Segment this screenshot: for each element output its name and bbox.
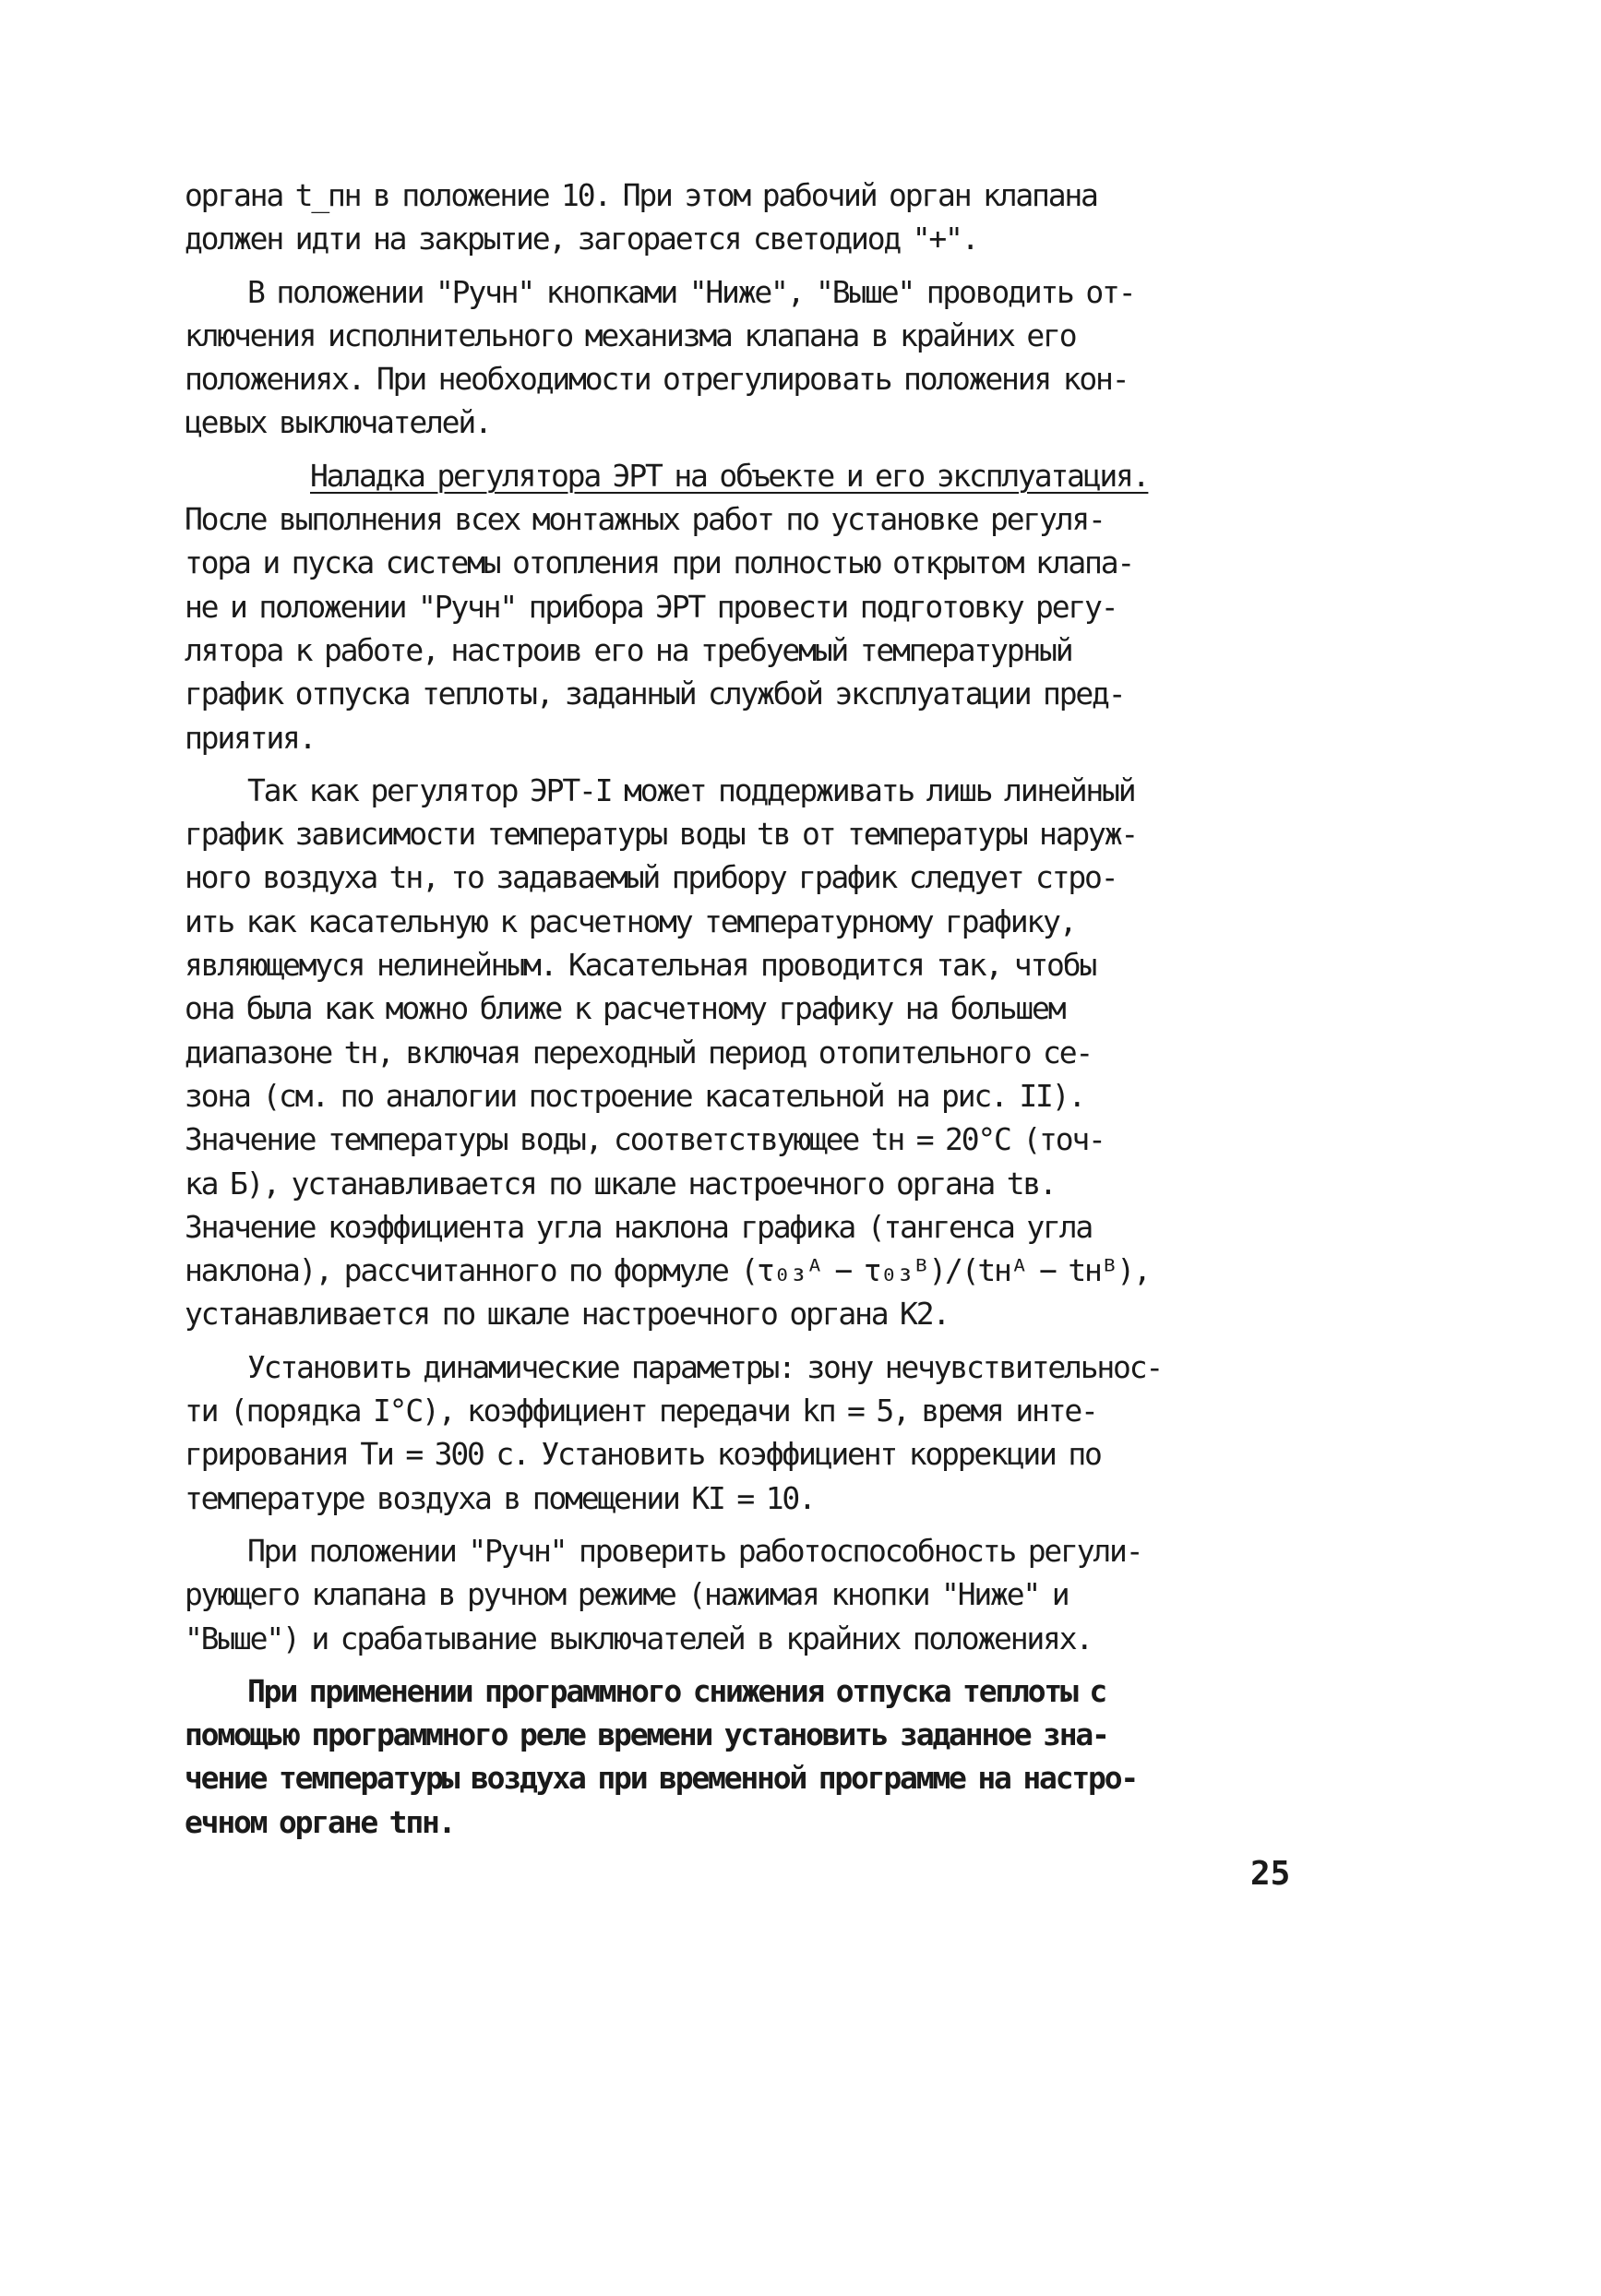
paragraph-program-reduction: [185, 1669, 1347, 1844]
paragraph-dynamic-params: [185, 1345, 1347, 1520]
text-line: ить как касательную к расчетному температурному графику,: [185, 903, 1076, 939]
text-line: температуре воздуха в помещении КI = 10.: [185, 1479, 815, 1516]
text-line: не и положении "Ручн" прибора ЭРТ провести подготовку регу-: [185, 588, 1117, 625]
text-line: После выполнения всех монтажных работ по установке регуля-: [185, 501, 1105, 538]
text-line: При применении программного снижения отпуска теплоты с: [247, 1672, 1106, 1709]
text-line: должен идти на закрытие, загорается светодиод "+".: [185, 221, 978, 257]
text-line: грирования Tи = 300 с. Установить коэффициент коррекции по: [185, 1436, 1101, 1473]
text-line: органа t_пн в положение 10. При этом рабочий орган клапана: [185, 177, 1097, 213]
text-line: ного воздуха tн, то задаваемый прибору график следует стро-: [185, 859, 1117, 896]
text-line: лятора к работе, настроив его на требуемый температурный: [185, 631, 1072, 668]
text-line: график отпуска теплоты, заданный службой эксплуатации пред-: [185, 676, 1125, 712]
text-line: она была как можно ближе к расчетному графику на большем: [185, 990, 1065, 1027]
paragraph-continuation: [185, 173, 1347, 261]
text-line: приятия.: [185, 719, 316, 756]
text-line: являющемуся нелинейным. Касательная проводится так, чтобы: [185, 947, 1096, 984]
text-line: тора и пуска системы отопления при полностью открытом клапа-: [185, 544, 1134, 581]
paragraph-setup: [185, 497, 1347, 759]
text-line: Значение температуры воды, соответствующее tн = 20°С (точ-: [185, 1121, 1105, 1158]
text-line: устанавливается по шкале настроечного органа К2.: [185, 1296, 950, 1333]
text-line: помощью программного реле времени установить заданное зна-: [185, 1716, 1108, 1753]
paragraph-manual-mode: [185, 270, 1347, 445]
text-line: ечном органе tпн.: [185, 1803, 455, 1840]
text-line: ти (порядка I°С), коэффициент передачи kп = 5, время инте-: [185, 1393, 1097, 1429]
page-number: 25: [1250, 1855, 1291, 1893]
text-line: зона (см. по аналогии построение касательной на рис. II).: [185, 1077, 1085, 1114]
text-line: наклона), рассчитанного по формуле (τ₀₃ᴬ − τ₀₃ᴮ)/(tнᴬ − tнᴮ),: [185, 1252, 1150, 1289]
text-line: рующего клапана в ручном режиме (нажимая кнопки "Ниже" и: [185, 1576, 1069, 1613]
text-line: Значение коэффициента угла наклона графика (тангенса угла: [185, 1208, 1093, 1245]
text-line: диапазоне tн, включая переходный период отопительного се-: [185, 1034, 1093, 1070]
text-line: "Выше") и срабатывание выключателей в крайних положениях.: [185, 1620, 1093, 1656]
document-page: [185, 173, 1347, 1844]
text-line: чение температуры воздуха при временной программе на настро-: [185, 1760, 1138, 1797]
text-line: ка Б), устанавливается по шкале настроечного органа tв.: [185, 1165, 1056, 1202]
text-line: график зависимости температуры воды tв от температуры наруж-: [185, 816, 1138, 853]
text-line: В положении "Ручн" кнопками "Ниже", "Выше" проводить от-: [247, 273, 1135, 310]
text-line: положениях. При необходимости отрегулировать положения кон-: [185, 361, 1129, 398]
text-line: цевых выключателей.: [185, 404, 491, 441]
text-line: При положении "Ручн" проверить работоспособность регули-: [247, 1532, 1142, 1569]
paragraph-manual-check: [185, 1529, 1347, 1660]
paragraph-linear-graph: [185, 769, 1347, 1336]
text-line: Так как регулятор ЭРТ-I может поддерживать лишь линейный: [247, 771, 1135, 808]
text-line: Установить динамические параметры: зону нечувствительнос-: [247, 1348, 1163, 1385]
section-heading-line: [185, 454, 1347, 497]
section-heading-wrapper: [185, 454, 1347, 497]
section-heading: Наладка регулятора ЭРТ на объекте и его эксплуатация.: [310, 457, 1149, 494]
text-line: ключения исполнительного механизма клапана в крайних его: [185, 317, 1076, 353]
